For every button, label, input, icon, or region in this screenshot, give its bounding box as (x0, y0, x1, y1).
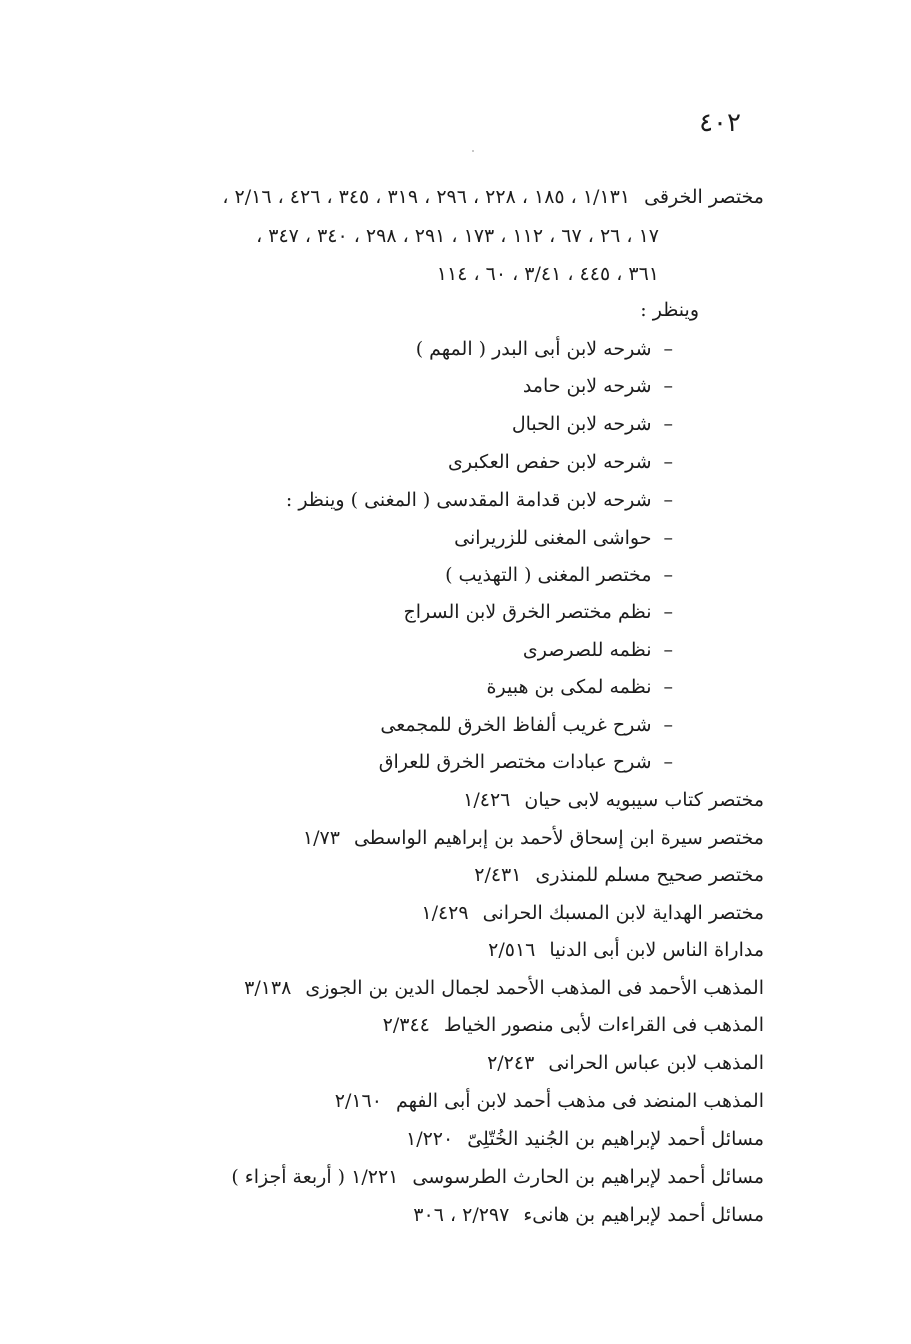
index-entry (474, 863, 764, 887)
entry-title: مداراة الناس لابن أبى الدنيا (549, 939, 764, 961)
entry-title: المذهب الأحمد فى المذهب الأحمد لجمال الدين بن الجوزى (305, 977, 764, 999)
entry-refs: ٢/٢٩٧ ، ٣٠٦ (413, 1204, 510, 1226)
entry-refs: ٣٦١ ، ٤٤٥ ، ٣/٤١ ، ٦٠ ، ١١٤ (436, 263, 659, 285)
entry-title: مختصر الهداية لابن المسبك الحرانى (482, 902, 764, 924)
entry-refs: ٣/١٣٨ (244, 977, 292, 999)
entry-khiraqi-line-2 (256, 224, 659, 248)
index-entry (487, 1051, 764, 1075)
index-entry (413, 1203, 764, 1227)
entry-refs: ١/٤٢٦ (463, 789, 511, 811)
entry-refs: ٢/٤٣١ (474, 864, 522, 886)
index-entry (463, 788, 764, 812)
entry-title: مختصر الخرقى (644, 186, 764, 208)
page-number: ٤٠٢ (699, 108, 741, 138)
index-entry (335, 1089, 764, 1113)
sub-item: –شرحه لابن حفص العكبرى (448, 451, 673, 473)
sub-item: –شرحه لابن قدامة المقدسى ( المغنى ) وينظر : (285, 489, 673, 511)
index-entry (421, 901, 764, 925)
entry-refs: ١٧ ، ٢٦ ، ٦٧ ، ١١٢ ، ١٧٣ ، ٢٩١ ، ٢٩٨ ، ٣٤٠ ، ٣٤٧ ، (256, 225, 659, 247)
scan-speck (472, 150, 474, 152)
entry-refs: ١/٤٢٩ (421, 902, 469, 924)
sub-item: –شرحه لابن الحبال (511, 413, 673, 435)
sub-item: –نظمه للصرصرى (522, 639, 673, 661)
entry-refs: ٢/٥١٦ (488, 939, 536, 961)
entry-title: مسائل أحمد لإبراهيم بن الجُنيد الخُتّلِىّ (467, 1128, 764, 1150)
entry-khiraqi-line-3 (437, 262, 659, 286)
entry-title: مسائل أحمد لإبراهيم بن هانىء (523, 1204, 764, 1226)
entry-refs: ١/١٣١ ، ١٨٥ ، ٢٢٨ ، ٢٩٦ ، ٣١٩ ، ٣٤٥ ، ٤٢٦ ، ٢/١٦ ، (222, 186, 631, 208)
entry-refs: ٢/٣٤٤ (382, 1014, 430, 1036)
sub-item: –شرح غريب ألفاظ الخرق للمجمعى (380, 714, 673, 736)
sub-item: –مختصر المغنى ( التهذيب ) (445, 564, 673, 586)
index-entry (231, 1165, 764, 1189)
sub-item: –شرح عبادات مختصر الخرق للعراق (378, 751, 673, 773)
sub-item: –نظمه لمكى بن هبيرة (486, 676, 673, 698)
sub-item: –شرحه لابن حامد (522, 375, 673, 397)
entry-title: مختصر سيرة ابن إسحاق لأحمد بن إبراهيم الواسطى (353, 827, 764, 849)
entry-title: مختصر كتاب سيبويه لابى حيان (524, 789, 764, 811)
entry-title: المذهب المنضد فى مذهب أحمد لابن أبى الفهم (395, 1090, 764, 1112)
entry-refs: ٢/١٦٠ (334, 1090, 382, 1112)
see-also-label: وينظر : (640, 299, 699, 321)
entry-title: المذهب فى القراءات لأبى منصور الخياط (443, 1014, 764, 1036)
sub-item: –نظم مختصر الخرق لابن السراج (403, 601, 673, 623)
entry-khiraqi-line-1 (222, 185, 764, 209)
entry-refs: ١/٢٢٠ (405, 1128, 454, 1150)
entry-title: مختصر صحيح مسلم للمنذرى (535, 864, 764, 886)
index-entry (488, 938, 764, 962)
index-entry (383, 1013, 764, 1037)
entry-title: مسائل أحمد لإبراهيم بن الحارث الطرسوسى (412, 1166, 764, 1188)
index-entry (406, 1127, 764, 1151)
entry-title: المذهب لابن عباس الحرانى (548, 1052, 764, 1074)
entry-refs: ١/٢٢١ ( أربعة أجزاء ) (231, 1166, 399, 1188)
index-entry (303, 826, 764, 850)
entry-refs: ٢/٢٤٣ (487, 1052, 535, 1074)
sub-item: –حواشى المغنى للزريرانى (454, 527, 673, 549)
entry-refs: ١/٧٣ (302, 827, 340, 849)
index-entry (244, 976, 764, 1000)
sub-item: –شرحه لابن أبى البدر ( المهم ) (415, 338, 673, 360)
